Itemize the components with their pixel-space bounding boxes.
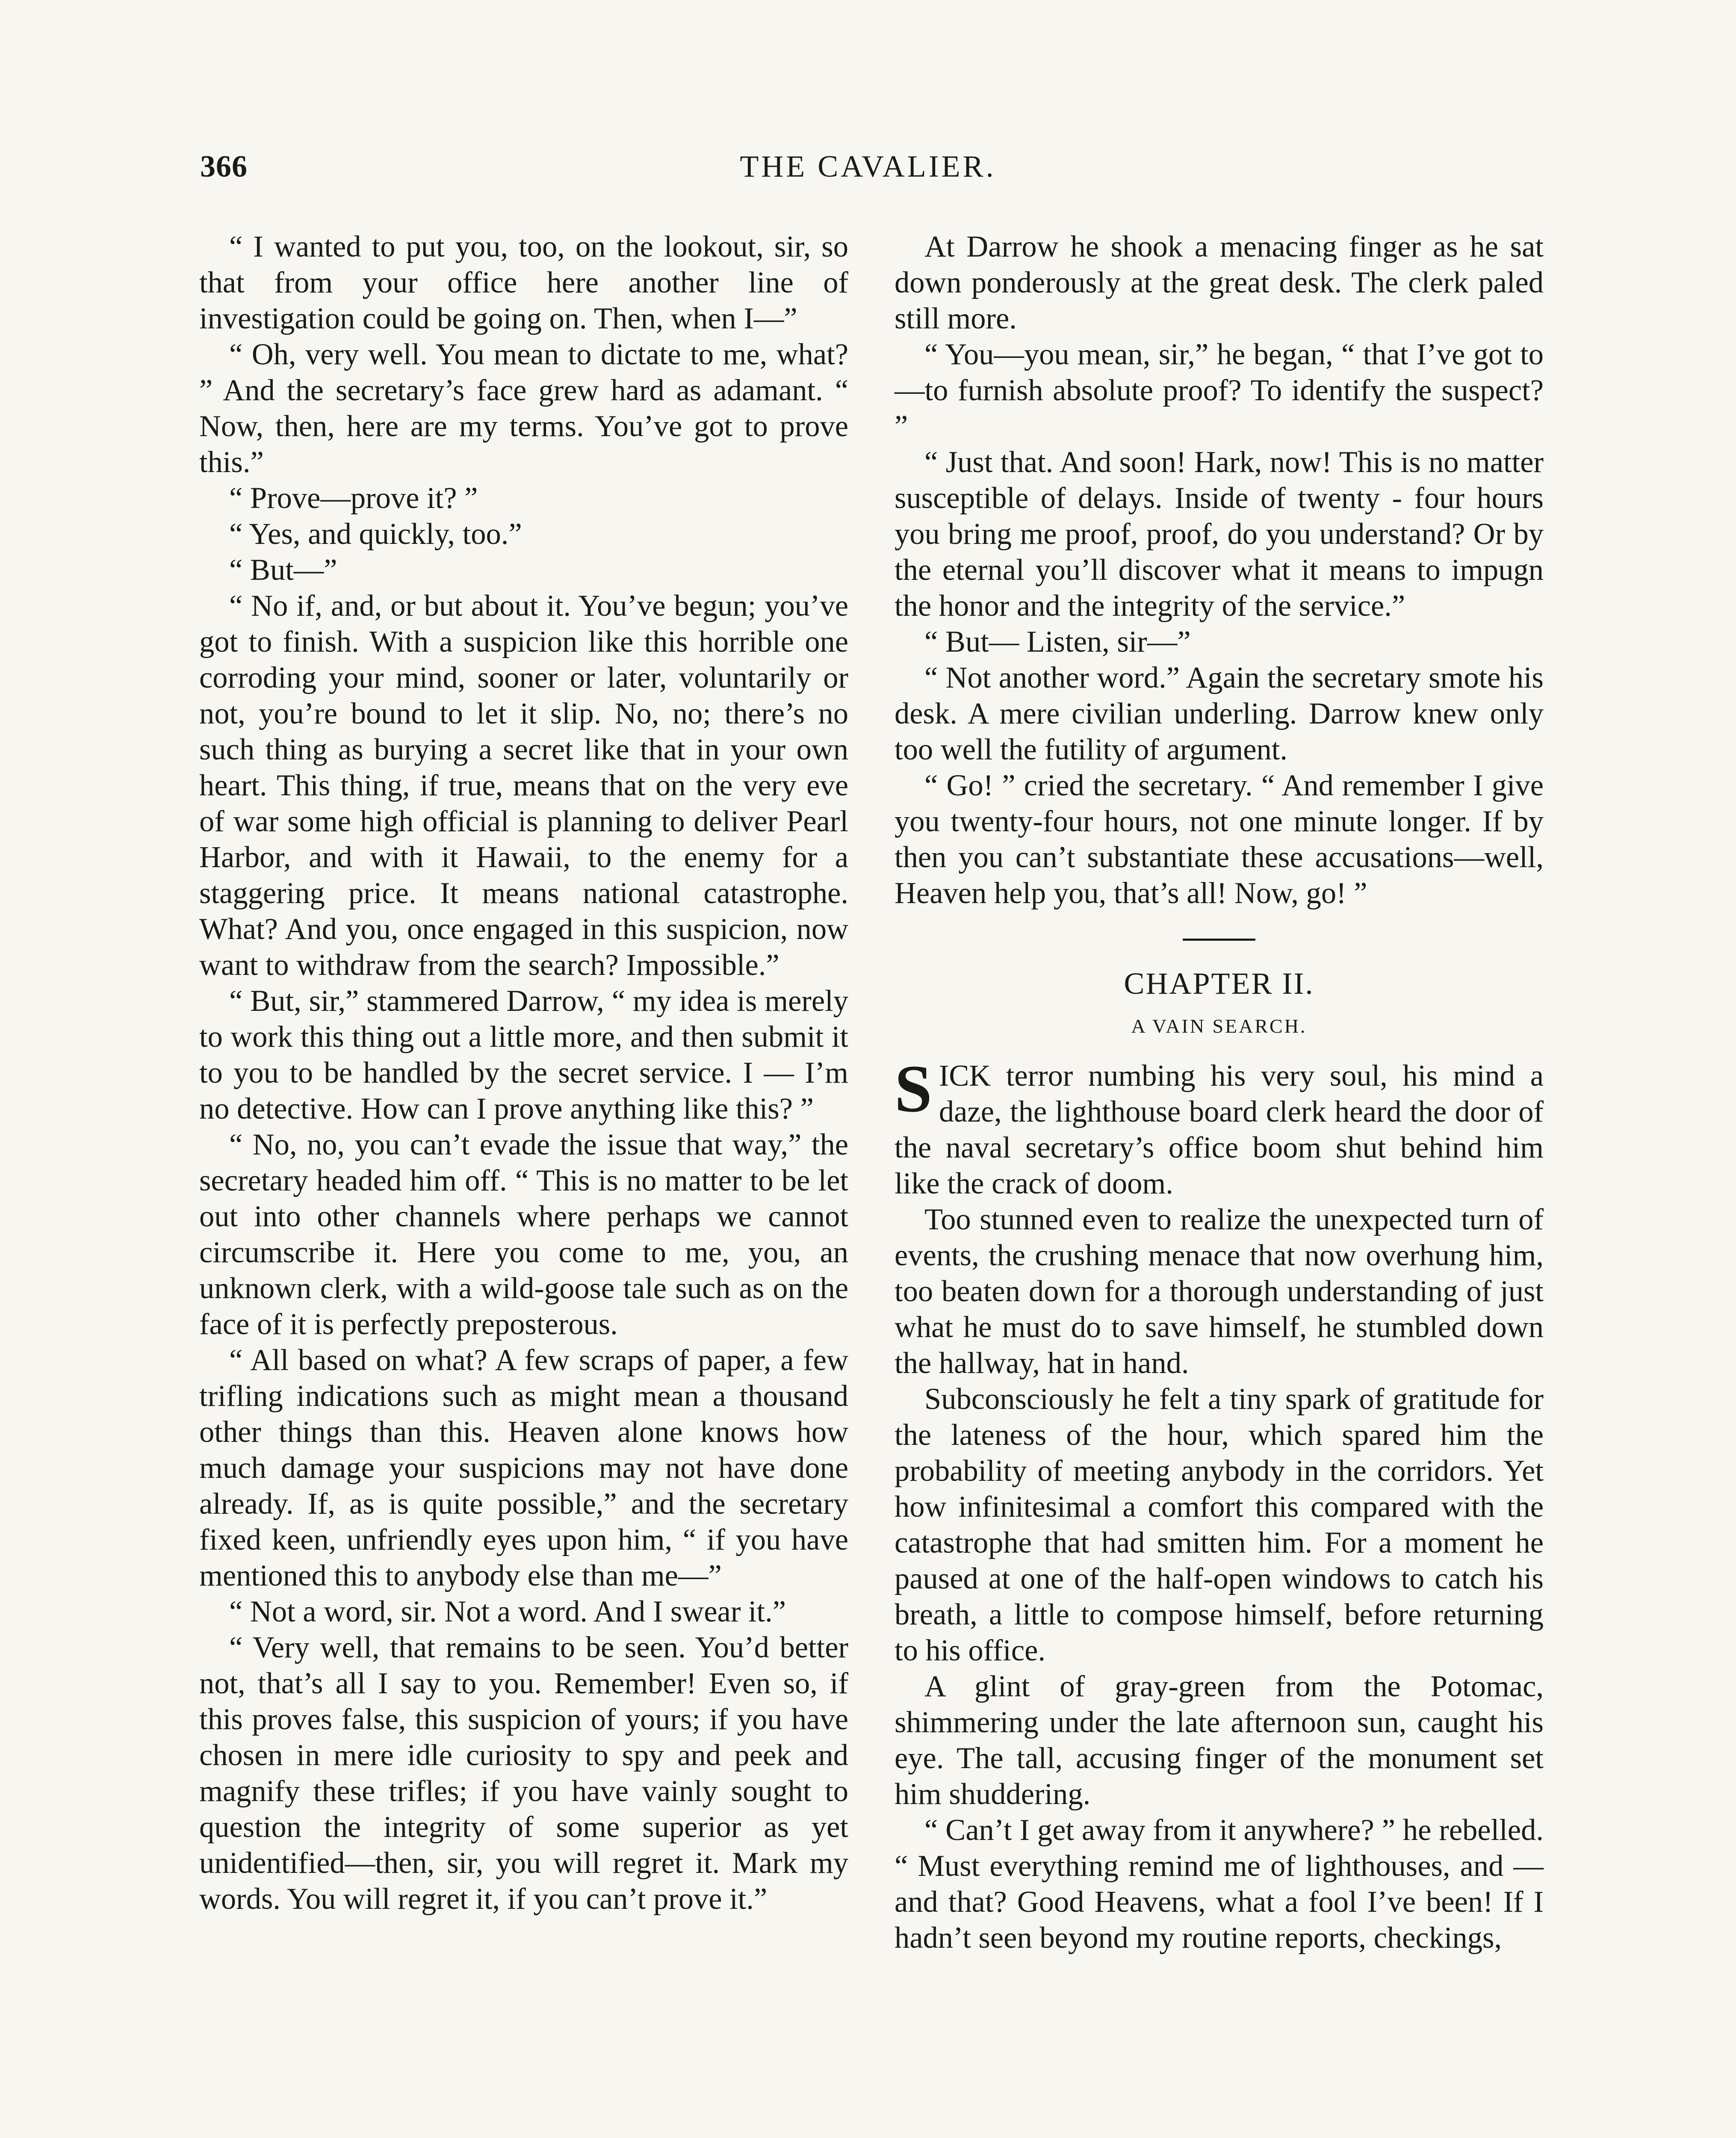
chapter-subtitle: A VAIN SEARCH. bbox=[1131, 1015, 1307, 1037]
section-divider bbox=[1183, 939, 1255, 941]
paragraph: “ You—you mean, sir,” he began, “ that I’ve got to—to furnish absolute proof? To identify the suspect? ” bbox=[895, 338, 1544, 443]
opening-text: ICK terror numbing his very soul, his mind a daze, the lighthouse board clerk heard the door of the naval secretary’s office boom shut behind him like the crack of doom. bbox=[895, 1059, 1544, 1200]
paragraph: Too stunned even to realize the unexpected turn of events, the crushing menace that now overhung him, too beaten down for a thorough understanding of just what he must do to save himself, he stumbled down the hallway, hat in hand. bbox=[895, 1203, 1544, 1380]
paragraph: “ But, sir,” stammered Darrow, “ my idea is merely to work this thing out a little more, and then submit it to you to be handled by the secret service. I — I’m no detective. How can I prove anything like this? ” bbox=[199, 984, 848, 1125]
paragraph: At Darrow he shook a menacing finger as he sat down ponderously at the great desk. The clerk paled still more. bbox=[895, 230, 1544, 335]
paragraph: Subconsciously he felt a tiny spark of gratitude for the lateness of the hour, which spared him the probability of meeting anybody in the corridors. Yet how infinitesimal a comfort this compared with the catastrophe that had smitten him. For a moment he paused at one of the half-open windows to catch his breath, a little to compose himself, before returning to his office. bbox=[895, 1382, 1544, 1667]
paragraph: “ Oh, very well. You mean to dictate to me, what? ” And the secretary’s face grew hard as adamant. “ Now, then, here are my terms. You’ve got to prove this.” bbox=[199, 338, 848, 479]
paragraph: “ No, no, you can’t evade the issue that way,” the secretary headed him off. “ This is no matter to be let out into other channels where perhaps we cannot circumscribe it. Here you come to me, you, an unknown clerk, with a wild-goose tale such as on the face of it is perfectly preposterous. bbox=[199, 1128, 848, 1341]
paragraph: “ But— Listen, sir—” bbox=[924, 625, 1191, 659]
paragraph: “ All based on what? A few scraps of paper, a few trifling indications such as might mean a thousand other things than this. Heaven alone knows how much damage your suspicions may not have done already. If, as is quite possible,” and the secretary fixed keen, unfriendly eyes upon him, “ if you have mentioned this to anybody else than me—” bbox=[199, 1344, 848, 1592]
paragraph: “ Very well, that remains to be seen. You’d better not, that’s all I say to you. Remember! Even so, if this proves false, this suspicion of yours; if you have chosen in mere idle curiosity to spy and peek and magnify these trifles; if you have vainly sought to question the integrity of some superior as yet unidentified—then, sir, you will regret it. Mark my words. You will regret it, if you can’t prove it.” bbox=[199, 1631, 848, 1916]
paragraph: “ Prove—prove it? ” bbox=[229, 481, 478, 515]
chapter-title: CHAPTER II. bbox=[1124, 966, 1314, 1001]
paragraph: “ Can’t I get away from it anywhere? ” he rebelled. “ Must everything remind me of lighthouses, and — and that? Good Heavens, what a fool I’ve been! If I hadn’t seen beyond my routine reports, checkings, bbox=[895, 1813, 1544, 1955]
paragraph: “ But—” bbox=[229, 553, 337, 587]
paragraph: “ Just that. And soon! Hark, now! This is no matter susceptible of delays. Inside of twenty - four hours you bring me proof, proof, do you understand? Or by the eternal you’ll discover what it means to impugn the honor and the integrity of the service.” bbox=[895, 446, 1544, 623]
running-head: THE CAVALIER. bbox=[740, 149, 996, 183]
right-column bbox=[895, 229, 1544, 1956]
paragraph: “ Not a word, sir. Not a word. And I swear it.” bbox=[229, 1595, 786, 1628]
page-number: 366 bbox=[200, 149, 248, 183]
paragraph: “ Not another word.” Again the secretary smote his desk. A mere civilian underling. Darrow knew only too well the futility of argument. bbox=[895, 661, 1544, 766]
drop-cap: S bbox=[895, 1051, 932, 1126]
paragraph: “ I wanted to put you, too, on the lookout, sir, so that from your office here another line of investigation could be going on. Then, when I—” bbox=[199, 230, 848, 335]
left-column bbox=[199, 229, 848, 1917]
paragraph: A glint of gray-green from the Potomac, shimmering under the late afternoon sun, caught his eye. The tall, accusing finger of the monument set him shuddering. bbox=[895, 1670, 1544, 1811]
paragraph: “ Yes, and quickly, too.” bbox=[229, 517, 522, 551]
paragraph: “ No if, and, or but about it. You’ve begun; you’ve got to finish. With a suspicion like this horrible one corroding your mind, sooner or later, voluntarily or not, you’re bound to let it slip. No, no; there’s no such thing as burying a secret like that in your own heart. This thing, if true, means that on the very eve of war some high official is planning to deliver Pearl Harbor, and with it Hawaii, to the enemy for a staggering price. It means national catastrophe. What? And you, once engaged in this suspicion, now want to withdraw from the search? Impossible.” bbox=[199, 589, 848, 982]
paragraph: “ Go! ” cried the secretary. “ And remember I give you twenty-four hours, not one minute longer. If by then you can’t substantiate these accusations—well, Heaven help you, that’s all! Now, go! ” bbox=[895, 769, 1544, 910]
chapter-opening-paragraph bbox=[895, 1051, 1544, 1202]
